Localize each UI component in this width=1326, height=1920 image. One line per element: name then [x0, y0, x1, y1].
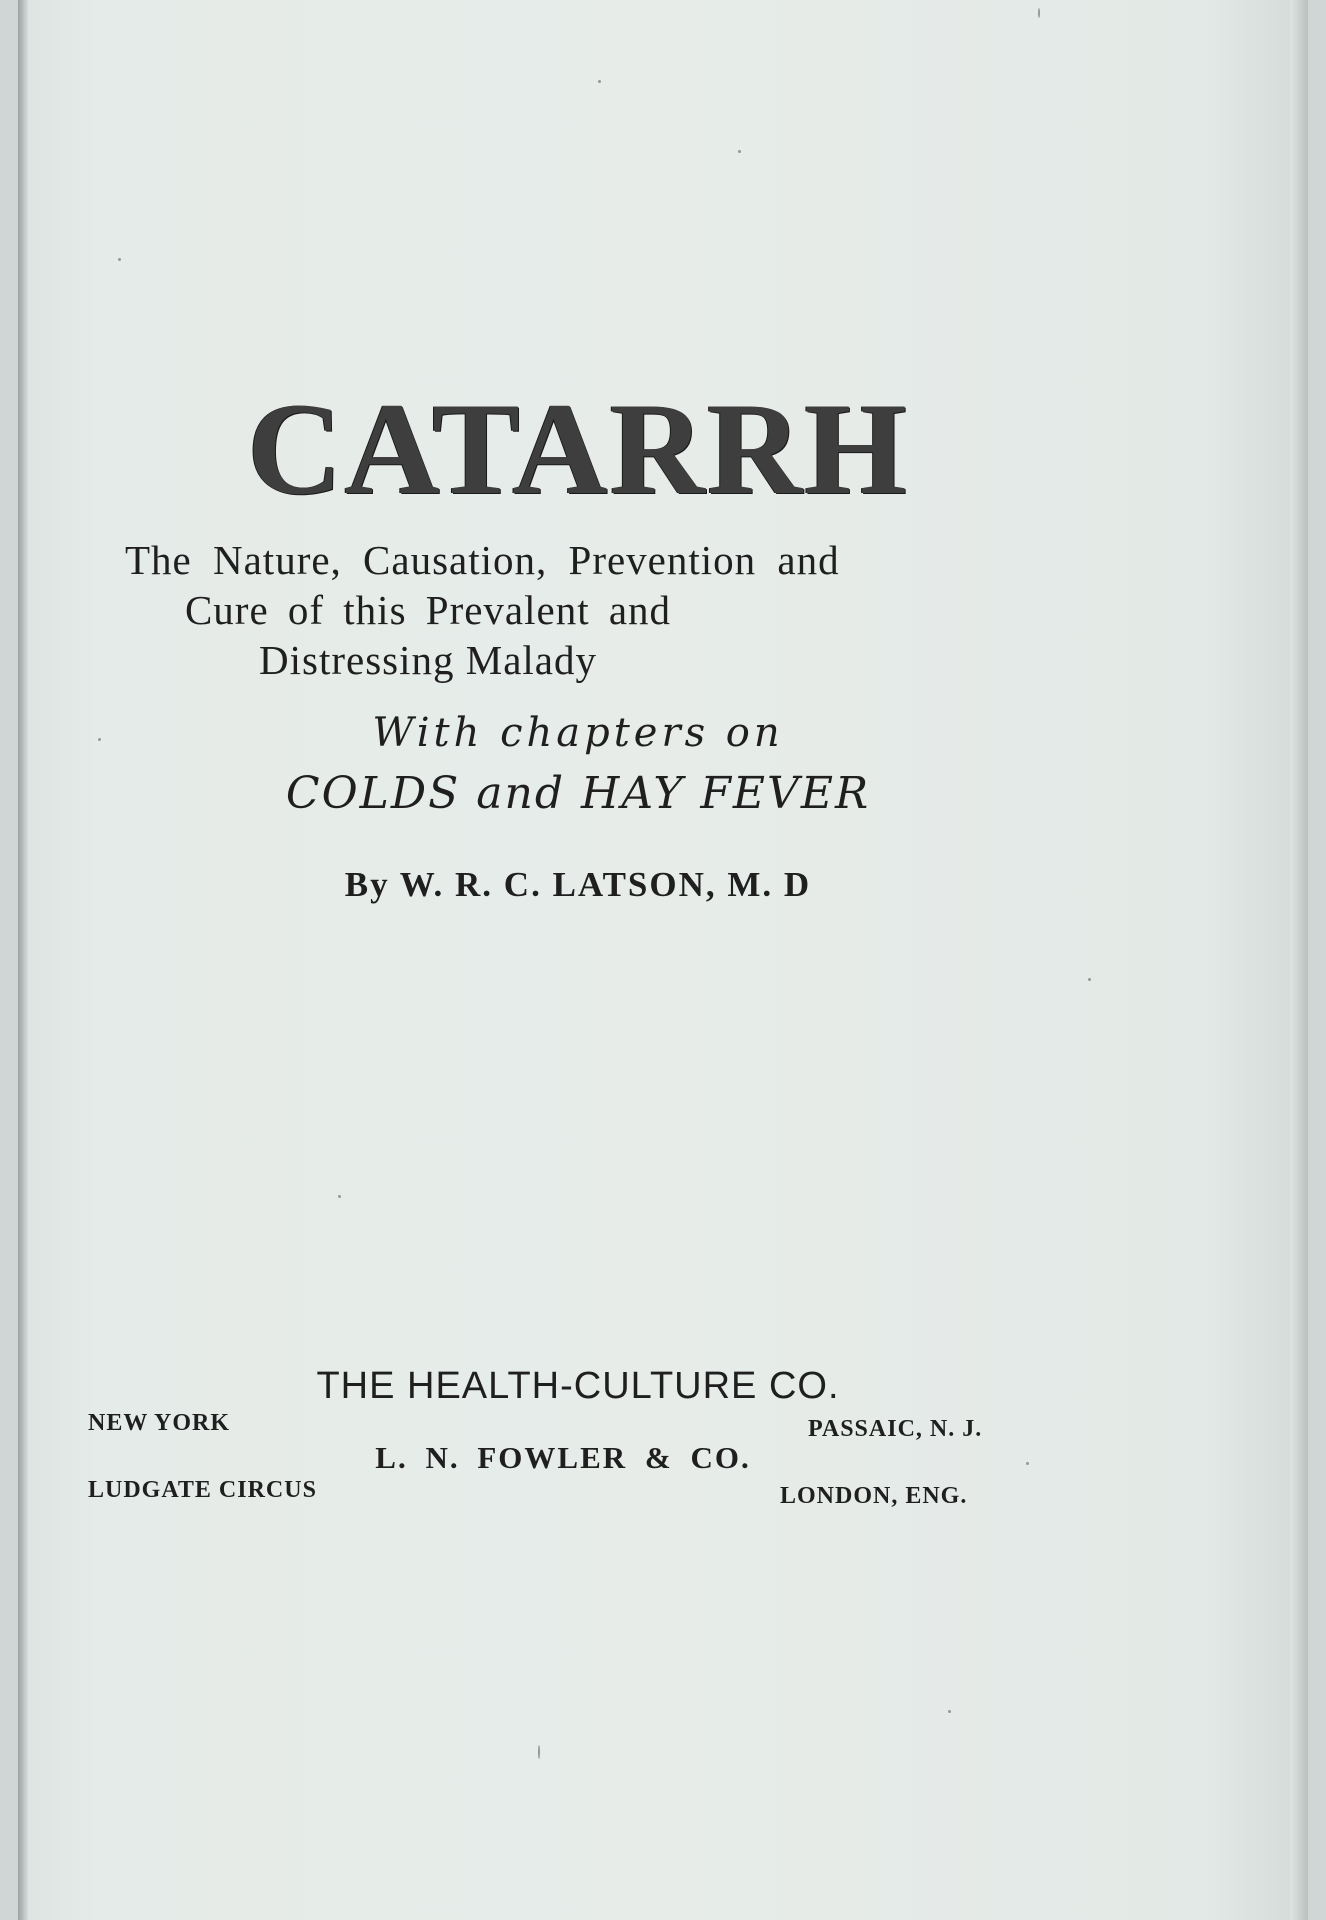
- chapters-line-2: COLDS and HAY FEVER: [285, 768, 871, 819]
- paper-speck: [738, 150, 741, 153]
- paper-speck: [598, 80, 601, 83]
- paper-speck: [98, 738, 101, 741]
- subtitle-line-1: The Nature, Causation, Prevention and: [125, 537, 840, 583]
- paper-speck: [948, 1710, 951, 1713]
- author-line: By W. R. C. LATSON, M. D: [344, 865, 812, 904]
- page-edge: [1290, 0, 1308, 1920]
- spine-shadow: [18, 0, 28, 1920]
- chapters-line-1: With chapters on: [372, 710, 784, 756]
- subtitle-line-2: Cure of this Prevalent and: [184, 587, 672, 633]
- publisher-name: THE HEALTH-CULTURE CO.: [316, 1365, 840, 1407]
- paper-speck: [338, 1195, 341, 1198]
- publisher-city-right: PASSAIC, N. J.: [808, 1416, 983, 1442]
- paper-speck: [1088, 978, 1091, 981]
- paper-speck: [118, 258, 121, 261]
- paper-speck: [538, 1745, 540, 1759]
- paper-speck: [1038, 8, 1040, 18]
- book-subtitle: [108, 535, 1068, 685]
- co-publisher-address-right: LONDON, ENG.: [780, 1483, 968, 1509]
- publisher-city-left: NEW YORK: [88, 1410, 231, 1436]
- book-title: CATARRH: [247, 375, 909, 522]
- co-publisher-address-left: LUDGATE CIRCUS: [88, 1477, 317, 1503]
- co-publisher-name: L. N. FOWLER & CO.: [375, 1440, 751, 1475]
- title-page: [18, 0, 1308, 1920]
- paper-speck: [1026, 1462, 1029, 1465]
- subtitle-line-3: Distressing Malady: [259, 637, 597, 683]
